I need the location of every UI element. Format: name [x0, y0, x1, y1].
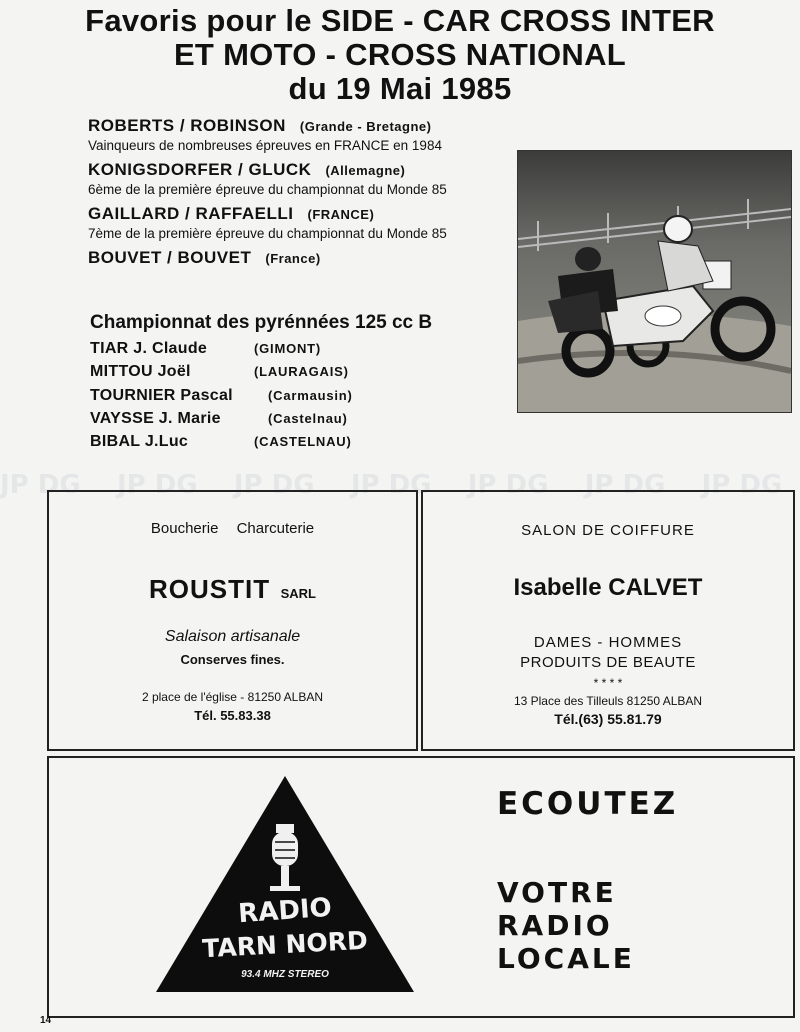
ad-butcher — [47, 490, 418, 751]
title-line-2: ET MOTO - CROSS NATIONAL — [173, 37, 627, 72]
radio-frequency: 93.4 MHZ STEREO — [241, 969, 329, 980]
radio-logo-line1: RADIO — [237, 892, 333, 930]
rider-name: TIAR J. Claude — [90, 340, 208, 357]
favorite-item — [88, 204, 518, 248]
rider-name: BIBAL J.Luc — [90, 433, 189, 451]
radio-word-ecoutez: ECOUTEZ — [497, 786, 679, 822]
favorite-item — [88, 116, 518, 160]
salon-line1: DAMES - HOMMES — [533, 634, 683, 651]
favorites-list — [88, 116, 518, 292]
sidecar-photo — [517, 150, 792, 413]
favorite-item — [88, 160, 518, 204]
favorite-name: ROBERTS / ROBINSON — [88, 116, 286, 135]
radio-word-locale: LOCALE — [497, 942, 635, 975]
salon-line2: PRODUITS DE BEAUTE — [520, 654, 696, 671]
favorite-desc: Vainqueurs de nombreuses épreuves en FRANCE en 1984 — [88, 138, 442, 153]
favorite-name: KONIGSDORFER / GLUCK — [88, 160, 312, 179]
salon-phone: Tél.(63) 55.81.79 — [554, 711, 662, 727]
championship-title: Championnat des pyrénnées 125 cc B — [90, 312, 433, 333]
butcher-name: ROUSTIT — [149, 574, 271, 604]
rider-name: MITTOU Joël — [90, 363, 191, 381]
salon-name: Isabelle CALVET — [513, 574, 703, 601]
butcher-tagline: Salaison artisanale — [164, 628, 301, 645]
rider-club: (Castelnau) — [268, 410, 348, 426]
radio-word-votre: VOTRE — [497, 876, 617, 909]
favorite-name: GAILLARD / RAFFAELLI — [88, 204, 294, 223]
butcher-address: 2 place de l'église - 81250 ALBAN — [141, 690, 324, 704]
rider-row — [90, 340, 353, 363]
rider-name: VAYSSE J. Marie — [90, 409, 221, 427]
sidecar-photo-image — [518, 151, 791, 412]
salon-stars: * * * * — [593, 676, 623, 690]
favorite-item — [88, 248, 518, 292]
salon-address: 13 Place des Tilleuls 81250 ALBAN — [513, 694, 703, 708]
radio-logo-line2: TARN NORD — [201, 925, 369, 964]
salon-header: SALON DE COIFFURE — [521, 522, 695, 539]
butcher-header: Boucherie Charcuterie — [150, 520, 315, 537]
rider-club: (CASTELNAU) — [254, 434, 352, 450]
page-title — [60, 4, 740, 106]
favorite-country: (Allemagne) — [325, 163, 406, 178]
rider-row — [90, 363, 353, 386]
favorite-desc: 7ème de la première épreuve du championnat du Monde 85 — [88, 226, 447, 241]
rider-name: TOURNIER Pascal — [90, 386, 233, 404]
butcher-name-line — [49, 574, 416, 605]
favorite-country: (FRANCE) — [307, 207, 375, 222]
title-line-3: du 19 Mai 1985 — [288, 71, 512, 106]
butcher-suffix: SARL — [280, 586, 316, 601]
rider-row — [90, 387, 353, 410]
butcher-phone: Tél. 55.83.38 — [194, 708, 271, 723]
title-line-1: Favoris pour le SIDE - CAR CROSS INTER — [85, 3, 715, 38]
championship-list — [90, 340, 353, 456]
rider-club: (LAURAGAIS) — [254, 364, 349, 380]
rider-club: (GIMONT) — [254, 341, 322, 356]
radio-word-radio: RADIO — [497, 909, 613, 942]
rider-row — [90, 410, 353, 433]
favorite-desc: 6ème de la première épreuve du championnat du Monde 85 — [88, 182, 447, 197]
ad-salon — [421, 490, 795, 751]
radio-tarn-nord-logo — [150, 770, 420, 1000]
rider-row — [90, 433, 353, 456]
favorite-name: BOUVET / BOUVET — [88, 248, 252, 267]
butcher-sub: Conserves fines. — [180, 652, 285, 667]
favorite-country: (France) — [265, 251, 321, 266]
watermark: JP DG JP DG JP DG JP DG JP DG JP DG JP DG — [0, 470, 783, 500]
page-number: 14 — [40, 1015, 52, 1026]
favorite-country: (Grande - Bretagne) — [299, 119, 432, 134]
rider-club: (Carmausin) — [268, 387, 353, 403]
